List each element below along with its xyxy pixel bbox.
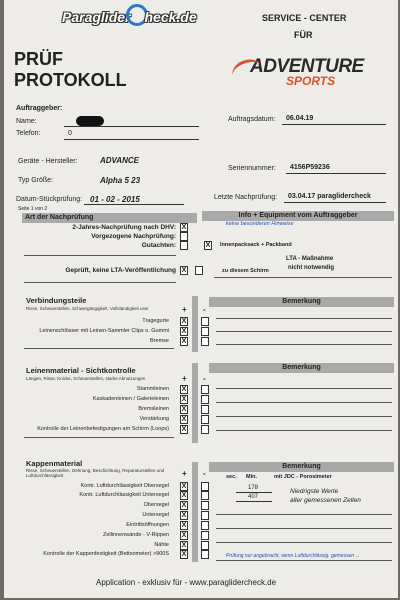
logo-text-left: Paraglider (62, 9, 131, 25)
kappe-box-6[interactable]: X (181, 532, 187, 539)
kappe-minus: - (203, 469, 206, 478)
schirm-label: zu diesem Schirm (222, 268, 269, 274)
art-row-2jahres: 2-Jahres-Nachprüfung nach DHV: (72, 224, 176, 231)
paraglidercheck-logo (62, 9, 197, 26)
logo-text-right: heck.de (144, 9, 197, 25)
kappe-box-8[interactable]: X (181, 551, 187, 558)
leinen-box-1[interactable]: X (181, 386, 187, 393)
art-row-gutachten: Gutachten: (141, 242, 176, 249)
kappe-box-m1[interactable] (201, 482, 209, 491)
art-box-3[interactable] (180, 241, 188, 250)
hersteller-label: Geräte - Hersteller: (18, 158, 78, 165)
typ-label: Typ Größe: (18, 177, 54, 184)
auftraggeber-label: Auftraggeber: (16, 105, 63, 112)
leinen-end-line (24, 437, 174, 438)
fuer-label: FÜR (294, 30, 313, 40)
leinen-box-m3[interactable] (201, 405, 209, 414)
info-line2: Innenpacksack + Packband (220, 242, 292, 248)
kappe-row-1: Kontr. Luftdurchlässigkeit Obersegel (80, 483, 169, 489)
leinen-note-1 (216, 388, 392, 389)
leinen-box-m2[interactable] (201, 395, 209, 404)
verbindung-box-m2[interactable] (201, 327, 209, 336)
hersteller-value: ADVANCE (100, 156, 139, 165)
footer-text: Application - exklusiv für - www.paraglidercheck.de (96, 578, 277, 587)
leinen-note-3 (216, 416, 392, 417)
verbindung-strip (192, 296, 198, 352)
kappe-box-m8[interactable] (201, 550, 209, 559)
kappe-box-3[interactable]: X (181, 502, 187, 509)
kappe-row-4: Untersegel (142, 512, 169, 518)
datum-line (84, 204, 184, 205)
kappe-note-line-4 (216, 560, 392, 561)
telefon-value: 0 (68, 130, 72, 137)
partner-logo-main: ADVENTURE (250, 56, 364, 77)
leinen-minus: - (203, 374, 206, 383)
verbindung-sub: Risse, Scheuerstellen, Schwergängigkeit, Vollständigkeit usw (26, 306, 149, 311)
kappe-box-2[interactable]: X (181, 492, 187, 499)
serien-label: Seriennummer: (228, 165, 276, 172)
kappe-row-6: Zellinnenwände - V-Rippen (102, 532, 169, 538)
kappe-val1: 178 (248, 485, 259, 491)
verbindung-box-m1[interactable] (201, 317, 209, 326)
leinen-plus: + (182, 374, 187, 383)
lta-box-2[interactable] (195, 266, 203, 275)
kappe-box-5[interactable]: X (181, 522, 187, 529)
protocol-page (4, 0, 398, 598)
kappe-sec: sec. (226, 474, 237, 480)
adventure-sports-logo (236, 56, 381, 96)
kappe-bottom-note: Prüfung nur angebracht, wenn Luftdurchlässig. gemessen ... (226, 553, 360, 559)
kappe-box-m2[interactable] (201, 491, 209, 500)
verbindung-box-1[interactable]: X (181, 318, 187, 325)
lta-box[interactable]: X (181, 267, 187, 274)
info-line1: keine besonderen Hinweise (226, 221, 294, 227)
kappe-note1: Niedrigste Werte (290, 488, 339, 495)
kappe-note2: aller gemessenen Zellen (290, 497, 361, 504)
verbindung-note-1 (216, 318, 392, 319)
auftragsdatum-value: 06.04.19 (286, 115, 314, 122)
kappe-strip (192, 462, 198, 562)
title-line1: PRÜF (14, 49, 63, 69)
lta-row: Geprüft, keine LTA-Veröffentlichung (65, 267, 176, 274)
kappe-min: Min. (246, 474, 257, 480)
kappe-val2: 407 (248, 494, 259, 500)
art-box-2[interactable] (180, 232, 188, 241)
verbindung-note-2 (216, 331, 392, 332)
auftragsdatum-line (282, 124, 386, 125)
telefon-label: Telefon: (16, 130, 41, 137)
leinen-header: Leinenmaterial - Sichtkontrolle (26, 366, 136, 375)
serien-line (286, 173, 386, 174)
typ-value: Alpha 5 23 (100, 176, 141, 185)
leinen-row-5: Kontrolle der Leinenbefestigungen am Schirm (Loops) (37, 426, 169, 432)
page-number: Seite 1 von 2 (18, 206, 48, 212)
name-label: Name: (16, 118, 37, 125)
leinen-row-1: Stammleinen (136, 386, 169, 392)
leinen-box-5[interactable]: X (181, 426, 187, 433)
leinen-row-4: Verstärkung (139, 416, 169, 422)
leinen-box-3[interactable]: X (181, 406, 187, 413)
name-redaction (76, 116, 104, 126)
verbindung-end-line (24, 348, 174, 349)
verbindung-bemerkung: Bemerkung (209, 297, 394, 307)
kappe-row-8: Kontrolle der Kappenfestigkeit (Bettsometer) >900S (43, 551, 169, 557)
kappe-row-2: Kontr. Luftdurchlässigkeit Untersegel (79, 492, 169, 498)
verbindung-box-3[interactable]: X (181, 338, 187, 345)
partner-logo-sub: SPORTS (286, 74, 336, 88)
letzte-value: 03.04.17 paraglidercheck (288, 193, 371, 200)
info-line-a (214, 277, 392, 278)
service-center-label: SERVICE - CENTER (262, 13, 347, 23)
kappe-box-m5[interactable] (201, 521, 209, 530)
name-line (64, 126, 199, 127)
letzte-label: Letzte Nachprüfung: (214, 194, 278, 201)
kappe-note-line-3 (216, 542, 392, 543)
auftragsdatum-label: Auftragsdatum: (228, 116, 276, 123)
datum-value: 01 - 02 - 2015 (90, 195, 140, 204)
leinen-note-4 (216, 430, 392, 431)
verbindung-note-3 (216, 344, 392, 345)
kappe-row-5: Eintrittsöffnungen (126, 522, 169, 528)
kappe-val2-line (236, 501, 272, 502)
leinen-box-4[interactable]: X (181, 416, 187, 423)
verbindung-row-1: Tragegurte (142, 318, 169, 324)
art-box-1[interactable]: X (181, 224, 187, 231)
info-header: Info + Equipment vom Auftraggeber (202, 211, 394, 221)
kappe-note-line-1 (216, 514, 392, 515)
art-header: Art der Nachprüfung (22, 213, 197, 223)
leinen-note-2 (216, 402, 392, 403)
kappe-plus: + (182, 469, 187, 478)
leinen-bemerkung: Bemerkung (209, 363, 394, 373)
kappe-val1-line (236, 492, 272, 493)
art-line-b (24, 282, 176, 283)
serien-value: 4156P59236 (290, 164, 330, 171)
verbindung-header: Verbindungsteile (26, 296, 87, 305)
art-row-vorgezogen: Vorgezogene Nachprüfung: (91, 233, 176, 240)
kappe-jdc: mit JDC - Porosimeter (274, 474, 332, 480)
kappe-bemerkung: Bemerkung (209, 462, 394, 472)
kappe-box-m6[interactable] (201, 531, 209, 540)
leinen-row-3: Bremsleinen (138, 406, 169, 412)
kappe-sub: Risse, Scheuerstellen, Dehnung, Beschichtung, Reparaturstellen und Luftdurchlässigkeit (26, 468, 165, 478)
kappe-box-1[interactable]: X (181, 483, 187, 490)
verbindung-plus: + (182, 305, 187, 314)
leinen-box-m4[interactable] (201, 415, 209, 424)
letzte-line (284, 202, 386, 203)
verbindung-box-2[interactable]: X (181, 328, 187, 335)
datum-label: Datum-Stückprüfung: (16, 196, 83, 203)
leinen-sub: Längen, Risse, Knicke, Scheuerstellen, starke Abnutzungen (26, 376, 146, 381)
leinen-box-m5[interactable] (201, 425, 209, 434)
kappe-row-7: Nähte (154, 542, 169, 548)
kappe-header: Kappenmaterial (26, 459, 83, 468)
kappe-box-m7[interactable] (201, 541, 209, 550)
nicht-notwendig: nicht notwendig (288, 265, 334, 271)
leinen-strip (192, 363, 198, 443)
kappe-box-7[interactable]: X (181, 542, 187, 549)
art-line (24, 255, 176, 256)
info-box[interactable]: X (205, 242, 211, 249)
title-line2: PROTOKOLL (14, 70, 127, 90)
kappe-row-3: Obersegel (143, 502, 169, 508)
leinen-row-2: Kaskadenleinen / Galerieleinen (92, 396, 169, 402)
kappe-box-m3[interactable] (201, 501, 209, 510)
leinen-box-m1[interactable] (201, 385, 209, 394)
kappe-note-line-2 (216, 528, 392, 529)
verbindung-minus: - (203, 305, 206, 314)
verbindung-box-m3[interactable] (201, 337, 209, 346)
verbindung-row-2: Leinenschlösser mit Leinen-Sammler Clips o. Gummi (39, 328, 169, 334)
verbindung-row-3: Bremse (150, 338, 169, 344)
telefon-line (64, 139, 199, 140)
leinen-box-2[interactable]: X (181, 396, 187, 403)
kappe-box-4[interactable]: X (181, 512, 187, 519)
lta-massnahme: LTA - Maßnahme (286, 256, 334, 262)
kappe-box-m4[interactable] (201, 511, 209, 520)
